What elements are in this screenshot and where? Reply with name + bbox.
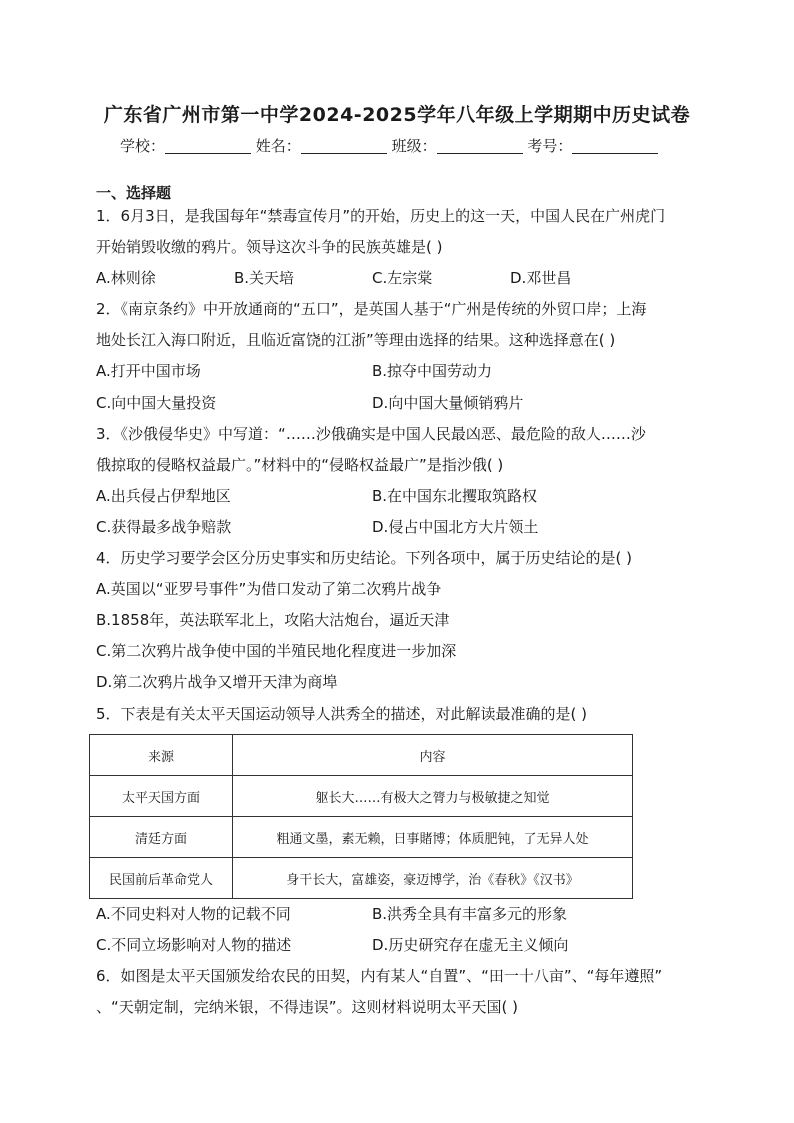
table-row: [90, 776, 633, 817]
q3-option-d: D.侵占中国北方大片领土: [372, 518, 539, 536]
q2-stem-line1: 2．《南京条约》中开放通商的“五口”，是英国人基于“广州是传统的外贸口岸；上海: [96, 300, 647, 318]
q3-option-c: C.获得最多战争赔款: [96, 518, 232, 536]
table-header-source: 来源: [90, 735, 233, 776]
q4-option-a: A.英国以“亚罗号事件”为借口发动了第二次鸦片战争: [96, 580, 442, 598]
q6-stem-line1: 6．如图是太平天国颁发给农民的田契，内有某人“自置”、“田一十八亩”、“每年遵照”: [96, 967, 663, 985]
q2-option-c: C.向中国大量投资: [96, 394, 217, 412]
class-blank[interactable]: [437, 137, 523, 154]
table-cell-source: 清廷方面: [90, 817, 233, 858]
number-blank[interactable]: [572, 137, 658, 154]
q3-stem-line1: 3．《沙俄侵华史》中写道：“……沙俄确实是中国人民最凶恶、最危险的敌人……沙: [96, 425, 646, 443]
table-header-content: 内容: [233, 735, 633, 776]
q3-option-a: A.出兵侵占伊犁地区: [96, 487, 231, 505]
table-cell-content: 粗通文墨，素无赖，日事賭博；体质肥钝，了无异人处: [233, 817, 633, 858]
q2-option-d: D.向中国大量倾销鸦片: [372, 394, 524, 412]
student-info-row: [120, 135, 680, 156]
q1-option-c: C.左宗棠: [372, 269, 433, 287]
q5-option-a: A.不同史料对人物的记载不同: [96, 905, 291, 923]
table-cell-source: 民国前后革命党人: [90, 858, 233, 899]
number-label: 考号：: [527, 137, 573, 155]
q5-option-c: C.不同立场影响对人物的描述: [96, 936, 292, 954]
q4-option-b: B.1858年，英法联军北上，攻陷大沽炮台，逼近天津: [96, 611, 450, 629]
table-cell-source: 太平天国方面: [90, 776, 233, 817]
q1-option-d: D.邓世昌: [510, 269, 572, 287]
table-row: [90, 817, 633, 858]
q3-option-b: B.在中国东北攫取筑路权: [372, 487, 538, 505]
class-label: 班级：: [391, 137, 437, 155]
q2-option-b: B.掠夺中国劳动力: [372, 362, 493, 380]
q6-stem-line2: 、“天朝定制，完纳米银，不得违误”。这则材料说明太平天国( ): [96, 998, 519, 1016]
q1-stem-line1: 1．6月3日，是我国每年“禁毒宣传月”的开始，历史上的这一天，中国人民在广州虎门: [96, 207, 666, 225]
school-blank[interactable]: [165, 137, 251, 154]
q2-stem-line2: 地处长江入海口附近，且临近富饶的江浙”等理由选择的结果。这种选择意在( ): [96, 331, 616, 349]
name-blank[interactable]: [301, 137, 387, 154]
table-cell-content: 躯长大……有极大之膂力与极敏捷之知觉: [233, 776, 633, 817]
q4-option-d: D.第二次鸦片战争又增开天津为商埠: [96, 673, 338, 691]
name-label: 姓名：: [255, 137, 301, 155]
table-header-row: [90, 735, 633, 776]
q1-stem-line2: 开始销毁收缴的鸦片。领导这次斗争的民族英雄是( ): [96, 238, 443, 256]
q5-option-d: D.历史研究存在虚无主义倾向: [372, 936, 569, 954]
q3-stem-line2: 俄掠取的侵略权益最广。”材料中的“侵略权益最广”是指沙俄( ): [96, 456, 504, 474]
page-title: 广东省广州市第一中学2024-2025学年八年级上学期期中历史试卷: [103, 104, 691, 126]
q4-stem-line1: 4．历史学习要学会区分历史事实和历史结论。下列各项中，属于历史结论的是( ): [96, 549, 633, 567]
table-row: [90, 858, 633, 899]
q1-option-b: B.关天培: [234, 269, 295, 287]
section-heading: 一、选择题: [96, 184, 172, 202]
q1-option-a: A.林则徐: [96, 269, 156, 287]
table-cell-content: 身干长大，富雄姿，豪迈博学，治《春秋》《汉书》: [233, 858, 633, 899]
q5-source-table: [89, 734, 633, 899]
q5-stem-line1: 5．下表是有关太平天国运动领导人洪秀全的描述，对此解读最准确的是( ): [96, 705, 588, 723]
school-label: 学校：: [120, 137, 166, 155]
q5-option-b: B.洪秀全具有丰富多元的形象: [372, 905, 568, 923]
q2-option-a: A.打开中国市场: [96, 362, 201, 380]
q4-option-c: C.第二次鸦片战争使中国的半殖民地化程度进一步加深: [96, 642, 457, 660]
